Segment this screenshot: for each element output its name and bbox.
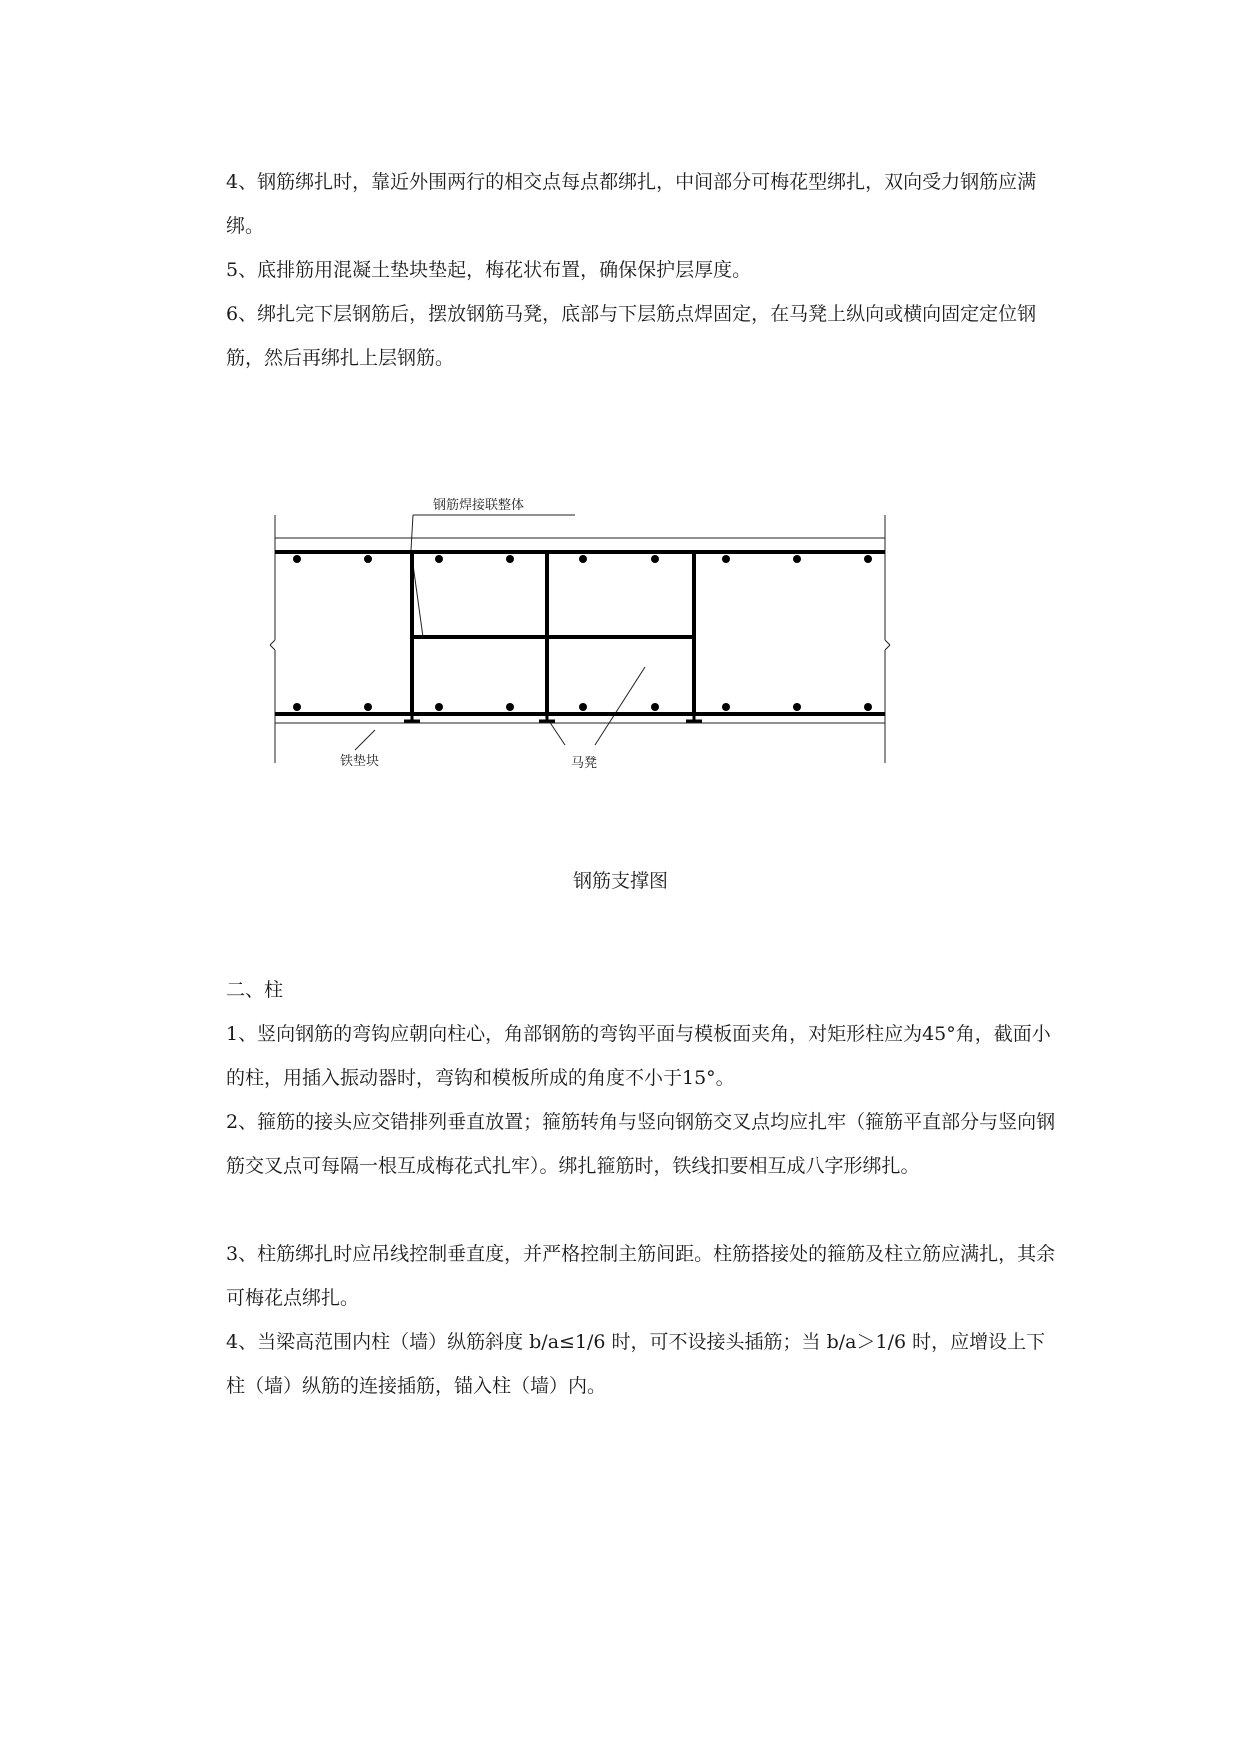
- paragraph-item-5: 5、底排筋用混凝土垫块垫起，梅花状布置，确保保护层厚度。: [226, 259, 752, 281]
- label-weld: 钢筋焊接联整体: [433, 498, 525, 513]
- figure-caption: 钢筋支撑图: [572, 870, 668, 892]
- label-iron-pad: 铁垫块: [340, 754, 380, 769]
- rebar-support-diagram: [265, 495, 905, 795]
- column-item-3: 3、柱筋绑扎时应吊线控制垂直度，并严格控制主筋间距。柱筋搭接处的箍筋及柱立筋应满扎，其余可梅花点绑扎。: [226, 1243, 1056, 1309]
- column-item-1: 1、竖向钢筋的弯钩应朝向柱心，角部钢筋的弯钩平面与模板面夹角，对矩形柱应为45°角，截面小的柱，用插入振动器时，弯钩和模板所成的角度不小于15°。: [226, 1023, 1051, 1089]
- section-heading-column: 二、柱: [226, 979, 284, 1001]
- column-item-4: 4、当梁高范围内柱（墙）纵筋斜度 b/a≤1/6 时，可不设接头插筋；当 b/a＞1/6 时，应增设上下柱（墙）纵筋的连接插筋，锚入柱（墙）内。: [226, 1331, 1046, 1397]
- paragraph-item-4: 4、钢筋绑扎时，靠近外围两行的相交点每点都绑扎，中间部分可梅花型绑扎，双向受力钢筋应满绑。: [226, 171, 1037, 237]
- column-item-2: 2、箍筋的接头应交错排列垂直放置；箍筋转角与竖向钢筋交叉点均应扎牢（箍筋平直部分与竖向钢筋交叉点可每隔一根互成梅花式扎牢）。绑扎箍筋时，铁线扣要相互成八字形绑扎。: [226, 1111, 1056, 1177]
- label-stool: 马凳: [571, 756, 598, 771]
- paragraph-item-6: 6、绑扎完下层钢筋后，摆放钢筋马凳，底部与下层筋点焊固定，在马凳上纵向或横向固定定位钢筋，然后再绑扎上层钢筋。: [226, 303, 1037, 369]
